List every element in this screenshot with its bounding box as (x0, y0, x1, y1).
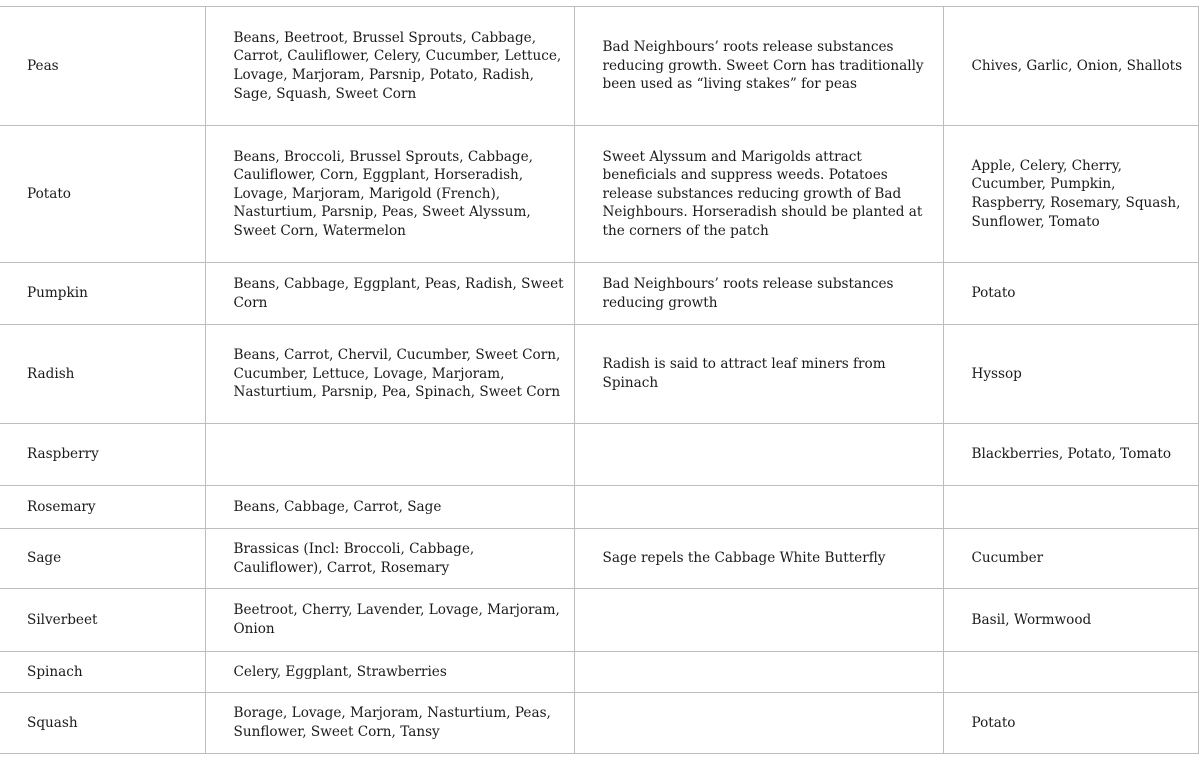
notes (574, 589, 943, 652)
good-neighbours: Brassicas (Incl: Broccoli, Cabbage, Cauliflower), Carrot, Rosemary (205, 529, 574, 589)
table-row (0, 486, 1198, 529)
plant-name: Sage (0, 529, 205, 589)
table-row (0, 126, 1198, 263)
plant-name: Potato (0, 126, 205, 263)
table-row (0, 652, 1198, 693)
bad-neighbours: Apple, Celery, Cherry, Cucumber, Pumpkin, Raspberry, Rosemary, Squash, Sunflower, Tomato (943, 126, 1198, 263)
bad-neighbours: Hyssop (943, 325, 1198, 424)
good-neighbours: Beans, Beetroot, Brussel Sprouts, Cabbage, Carrot, Cauliflower, Celery, Cucumber, Lettuce, Lovage, Marjoram, Parsnip, Potato, Radish, Sage, Squash, Sweet Corn (205, 7, 574, 126)
bad-neighbours: Potato (943, 693, 1198, 754)
bad-neighbours: Potato (943, 263, 1198, 325)
table-row (0, 693, 1198, 754)
notes (574, 424, 943, 486)
bad-neighbours: Cucumber (943, 529, 1198, 589)
table-row (0, 529, 1198, 589)
table-row (0, 589, 1198, 652)
plant-name: Silverbeet (0, 589, 205, 652)
table-row (0, 7, 1198, 126)
bad-neighbours: Blackberries, Potato, Tomato (943, 424, 1198, 486)
good-neighbours (205, 424, 574, 486)
bad-neighbours: Chives, Garlic, Onion, Shallots (943, 7, 1198, 126)
bad-neighbours: Basil, Wormwood (943, 589, 1198, 652)
good-neighbours: Beans, Broccoli, Brussel Sprouts, Cabbage, Cauliflower, Corn, Eggplant, Horseradish, Lovage, Marjoram, Marigold (French), Nasturtium, Parsnip, Peas, Sweet Alyssum, Sweet Corn, Watermelon (205, 126, 574, 263)
bad-neighbours (943, 486, 1198, 529)
plant-name: Squash (0, 693, 205, 754)
plant-name: Spinach (0, 652, 205, 693)
plant-name: Radish (0, 325, 205, 424)
good-neighbours: Beetroot, Cherry, Lavender, Lovage, Marjoram, Onion (205, 589, 574, 652)
good-neighbours: Borage, Lovage, Marjoram, Nasturtium, Peas, Sunflower, Sweet Corn, Tansy (205, 693, 574, 754)
plant-name: Peas (0, 7, 205, 126)
plant-name: Rosemary (0, 486, 205, 529)
table-row (0, 263, 1198, 325)
good-neighbours: Beans, Cabbage, Carrot, Sage (205, 486, 574, 529)
good-neighbours: Celery, Eggplant, Strawberries (205, 652, 574, 693)
plant-name: Pumpkin (0, 263, 205, 325)
notes (574, 693, 943, 754)
notes: Bad Neighbours’ roots release substances reducing growth (574, 263, 943, 325)
bad-neighbours (943, 652, 1198, 693)
notes (574, 486, 943, 529)
plant-name: Raspberry (0, 424, 205, 486)
notes (574, 652, 943, 693)
table-row (0, 325, 1198, 424)
table-row (0, 424, 1198, 486)
good-neighbours: Beans, Carrot, Chervil, Cucumber, Sweet Corn, Cucumber, Lettuce, Lovage, Marjoram, Nasturtium, Parsnip, Pea, Spinach, Sweet Corn (205, 325, 574, 424)
notes: Bad Neighbours’ roots release substances reducing growth. Sweet Corn has traditionally been used as “living stakes” for peas (574, 7, 943, 126)
notes: Radish is said to attract leaf miners from Spinach (574, 325, 943, 424)
notes: Sage repels the Cabbage White Butterfly (574, 529, 943, 589)
notes: Sweet Alyssum and Marigolds attract beneficials and suppress weeds. Potatoes release substances reducing growth of Bad Neighbours. Horseradish should be planted at the corners of the patch (574, 126, 943, 263)
good-neighbours: Beans, Cabbage, Eggplant, Peas, Radish, Sweet Corn (205, 263, 574, 325)
companion-planting-table (0, 6, 1199, 754)
